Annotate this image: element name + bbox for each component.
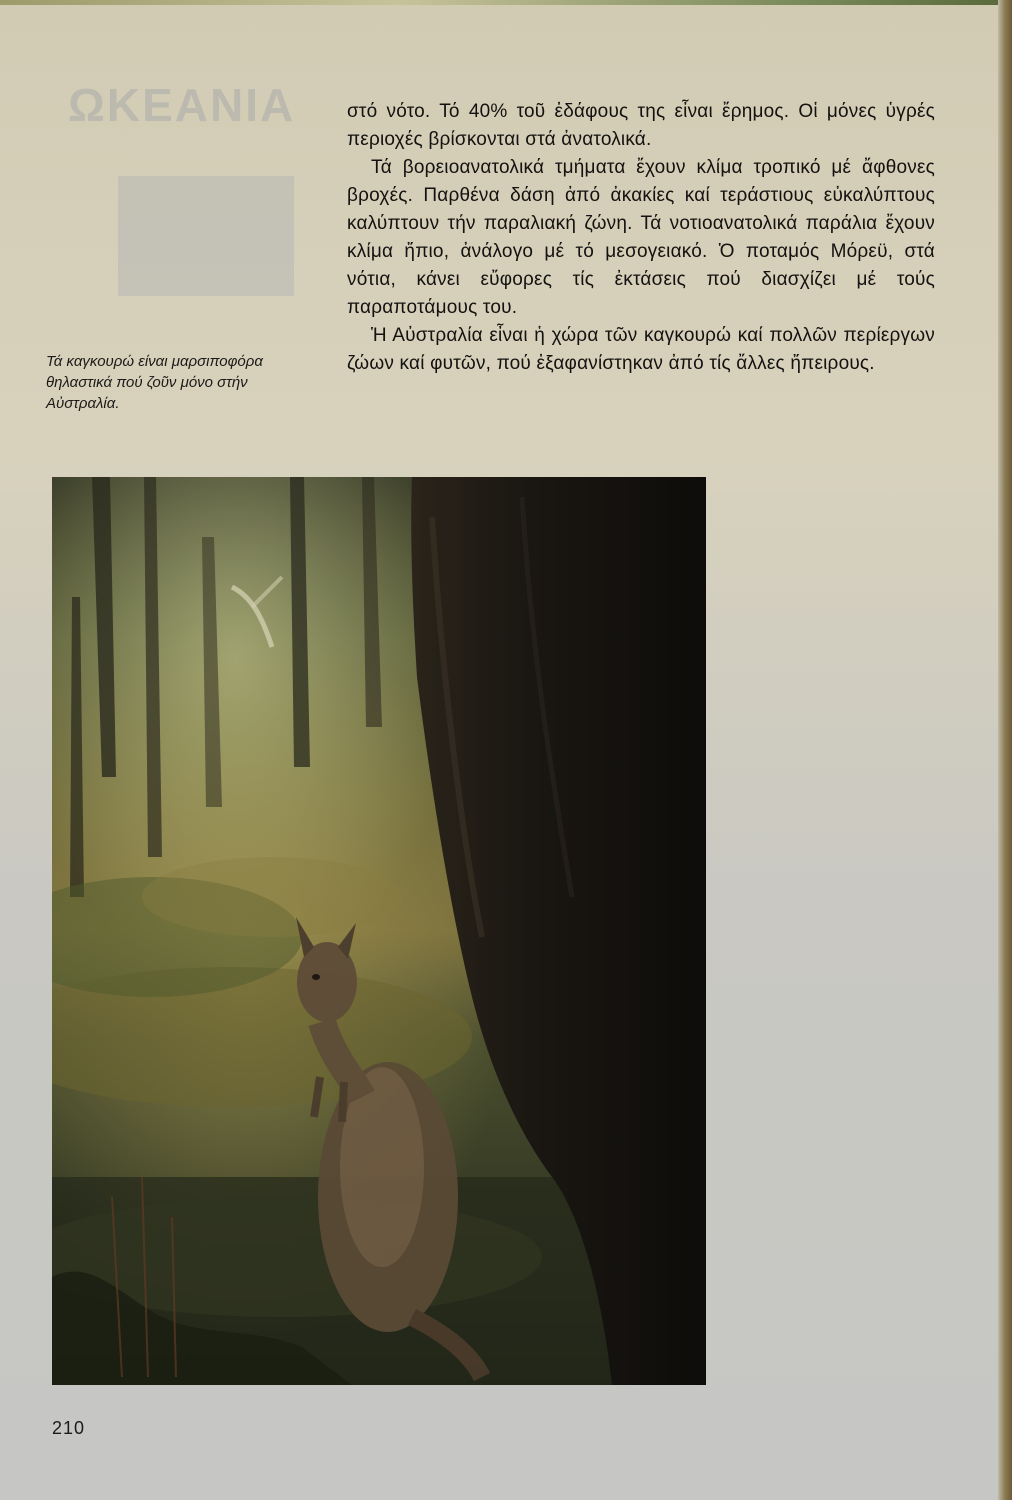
paragraph-1: στό νότο. Τό 40% τοῦ ἐδάφους της εἶναι ἔρημος. Οἱ μόνες ὑγρές περιοχές βρίσκονται στά ἀνατολικά. [347, 101, 935, 150]
show-through-heading: ΩΚΕΑΝΙΑ [68, 79, 296, 131]
page-top-edge [0, 0, 1000, 5]
body-text [347, 98, 935, 378]
paragraph-3: Ἡ Αὐστραλία εἶναι ἡ χώρα τῶν καγκουρώ καί πολλῶν περίεργων ζώων καί φυτῶν, πού ἐξαφανίστηκαν ἀπό τίς ἄλλες ἤπειρους. [347, 325, 935, 374]
show-through-image [118, 176, 294, 296]
paragraph-2: Τά βορειοανατολικά τμήματα ἔχουν κλίμα τροπικό μέ ἄφθονες βροχές. Παρθένα δάση ἀπό ἀκακίες καί τεράστιους εὐκαλύπτους καλύπτουν τήν παραλιακή ζώνη. Τά νοτιοανατολικά παράλια ἔχουν κλίμα ἤπιο, ἀνάλογο μέ τό μεσογειακό. Ὁ ποταμός Μόρεϋ, στά νότια, κάνει εὔφορες τίς ἐκτάσεις πού διασχίζει μέ τούς παραποτάμους του. [347, 157, 935, 318]
kangaroo-forest-illustration [52, 477, 706, 1385]
kangaroo-photo [52, 477, 706, 1385]
photo-caption: Τά καγκουρώ είναι μαρσιποφόρα θηλαστικά πού ζοῦν μόνο στήν Αὐστραλία. [46, 353, 263, 412]
book-spine-edge [998, 0, 1012, 1500]
page-number: 210 [52, 1418, 86, 1438]
